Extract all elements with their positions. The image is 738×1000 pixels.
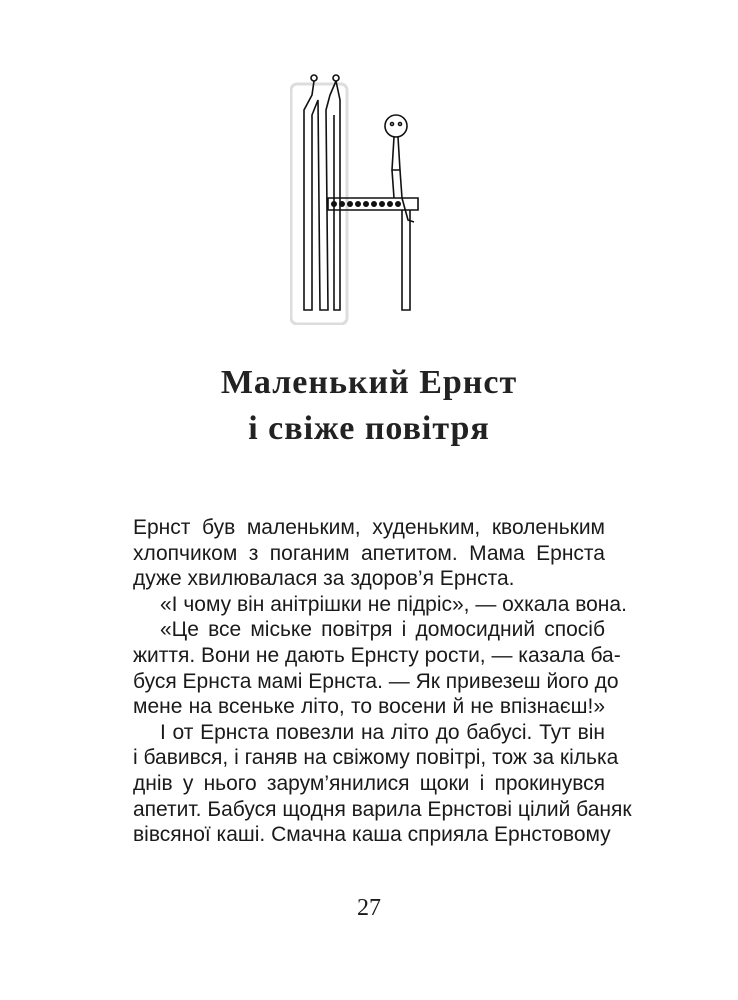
text-line: дуже хвилювалася за здоров’я Ернста. [133, 567, 515, 591]
chapter-title-line-1: Маленький Ернст [220, 364, 518, 401]
text-line: буся Ернста мамі Ернста. — Як привезеш його до [133, 669, 619, 693]
text-line: хлопчиком з поганим апетитом. Мама Ернста [133, 541, 605, 565]
letter-h-illustration [290, 70, 430, 325]
text-line: І от Ернста повезли на літо до бабусі. Тут він [160, 720, 605, 744]
text-line: Ернст був маленьким, худеньким, кволеньким [133, 516, 605, 539]
text-line: вівсяної каші. Смачна каша сприяла Ернстовому [133, 823, 611, 847]
text-line: мене на всеньке літо, то восени й не впізнаєш!» [133, 695, 605, 719]
text-line: «Це все міське повітря і домосидний спосіб [160, 618, 605, 642]
chapter-title-line-2: і свіже повітря [248, 410, 490, 447]
text-line: апетит. Бабуся щодня варила Ернстові цілий баняк [133, 797, 632, 821]
page-number: 27 [357, 895, 381, 921]
text-line: і бавився, і ганяв на свіжому повітрі, тож за кілька [133, 746, 619, 770]
text-line: життя. Вони не дають Ернсту рости, — казала ба- [133, 643, 621, 667]
body-text [133, 515, 632, 848]
text-line: «І чому він анітрішки не підріс», — охкала вона. [160, 592, 627, 616]
text-line: днів у нього зарум’янилися щоки і прокинувся [133, 771, 605, 795]
